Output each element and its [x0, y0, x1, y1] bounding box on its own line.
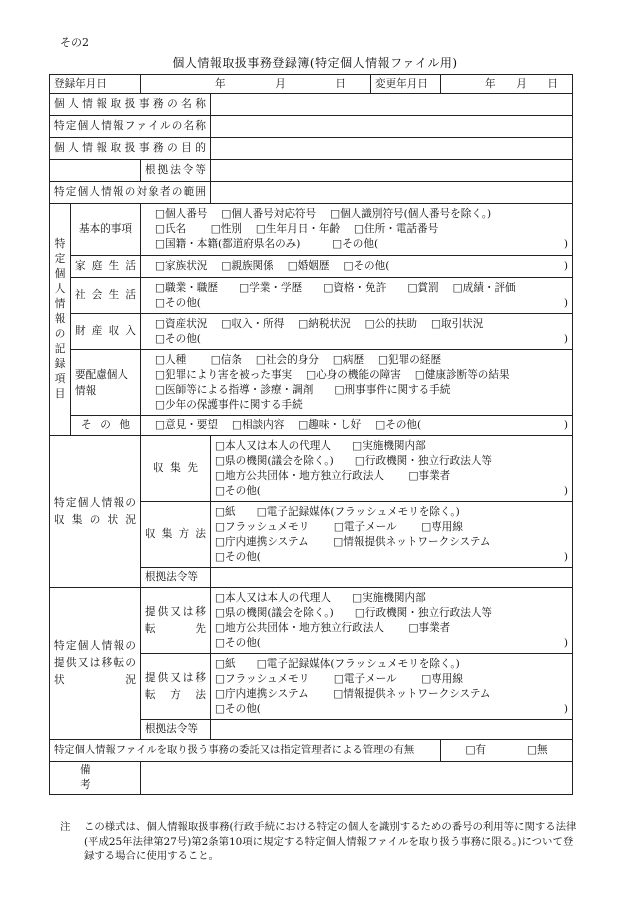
- collect-law-label: 根拠法令等: [141, 568, 211, 588]
- sensitive-options[interactable]: □人種 □信条 □社会的身分 □病歴 □犯罪の経歴 □犯罪により害を被った事実 □心身の機能の障害 □健康診断等の結果 □医師等による指導・診療・調剤 □刑事事件に関する手続 □少年の保護事件に関する手続: [141, 350, 573, 416]
- other-options[interactable]: □意見・要望 □相談内容 □趣味・し好 □その他( ): [141, 416, 573, 436]
- sensitive-label: 要配慮個人情報: [71, 350, 141, 416]
- purpose-field[interactable]: [211, 138, 573, 160]
- provide-method-label: 提供又は移転方法: [141, 654, 211, 720]
- collect-group-label: 特定個人情報の収集の状況: [50, 436, 141, 588]
- file-name-field[interactable]: [211, 116, 573, 138]
- collect-law-field[interactable]: [211, 568, 573, 588]
- footnote-text: この様式は、個人情報取扱事務(行政手続における特定の個人を識別するための番号の利用等に関する法律(平成25年法律第27号)第2条第10項に規定する特定個人情報ファイルを取り扱う事務に限る。)について登録する場合に使用すること。: [84, 821, 577, 862]
- remarks-field[interactable]: [141, 762, 573, 795]
- registration-form: [49, 74, 573, 795]
- subject-field[interactable]: [211, 182, 573, 204]
- collect-method-label: 収集方法: [141, 502, 211, 568]
- delegation-yes[interactable]: □有: [465, 744, 487, 756]
- reg-date-label: 登録年月日: [50, 75, 141, 94]
- basic-options[interactable]: □個人番号 □個人番号対応符号 □個人識別符号(個人番号を除く。) □氏名 □性別 □生年月日・年齢 □住所・電話番号 □国籍・本籍(都道府県名のみ) □その他( ): [141, 204, 573, 256]
- provide-dest-label: 提供又は移転先: [141, 588, 211, 654]
- family-options[interactable]: □家族状況 □親族関係 □婚姻歴 □その他( ): [141, 256, 573, 278]
- footnote: [60, 820, 580, 864]
- assets-options[interactable]: □資産状況 □収入・所得 □納税状況 □公的扶助 □取引状況 □その他( ): [141, 314, 573, 350]
- purpose-label: 個人情報取扱事務の目的: [50, 138, 211, 160]
- remarks-label: 備 考: [50, 762, 141, 795]
- delegation-choice[interactable]: [441, 740, 573, 762]
- delegation-no[interactable]: □無: [526, 744, 548, 756]
- jimu-name-field[interactable]: [211, 94, 573, 116]
- jimu-name-label: 個人情報取扱事務の名称: [50, 94, 211, 116]
- collect-source-options[interactable]: □本人又は本人の代理人 □実施機関内部 □県の機関(議会を除く。) □行政機関・独立行政法人等 □地方公共団体・地方独立行政法人 □事業者 □その他( ): [211, 436, 573, 502]
- provide-dest-options[interactable]: □本人又は本人の代理人 □実施機関内部 □県の機関(議会を除く。) □行政機関・独立行政法人等 □地方公共団体・地方独立行政法人 □事業者 □その他( ): [211, 588, 573, 654]
- delegation-label: 特定個人情報ファイルを取り扱う事務の委託又は指定管理者による管理の有無: [50, 740, 441, 762]
- document-title: 個人情報取扱事務登録簿(特定個人情報ファイル用): [172, 56, 458, 70]
- social-options[interactable]: □職業・職歴 □学業・学歴 □資格・免許 □賞罰 □成績・評価 □その他( ): [141, 278, 573, 314]
- basic-label: 基本的事項: [71, 204, 141, 256]
- items-group-label: 特 定 個 人 情 報 の 記 録 項 目: [50, 204, 71, 436]
- reg-date-field[interactable]: 年 月 日: [141, 75, 371, 94]
- chg-date-label: 変更年月日: [371, 75, 441, 94]
- page-label: その2: [60, 36, 89, 49]
- law-label: 根拠法令等: [141, 160, 211, 182]
- provide-law-label: 根拠法令等: [141, 720, 211, 740]
- provide-group-label: 特定個人情報の提供又は移転の状況: [50, 588, 141, 740]
- collect-method-options[interactable]: □紙 □電子記録媒体(フラッシュメモリを除く。) □フラッシュメモリ □電子メール □専用線 □庁内連携システム □情報提供ネットワークシステム □その他( ): [211, 502, 573, 568]
- provide-method-options[interactable]: □紙 □電子記録媒体(フラッシュメモリを除く。) □フラッシュメモリ □電子メール □専用線 □庁内連携システム □情報提供ネットワークシステム □その他( ): [211, 654, 573, 720]
- other-label: その他: [71, 416, 141, 436]
- collect-source-label: 収集先: [141, 436, 211, 502]
- social-label: 社会生活: [71, 278, 141, 314]
- assets-label: 財産収入: [71, 314, 141, 350]
- file-name-label: 特定個人情報ファイルの名称: [50, 116, 211, 138]
- provide-law-field[interactable]: [211, 720, 573, 740]
- footnote-label: 注: [60, 821, 71, 833]
- subject-label: 特定個人情報の対象者の範囲: [50, 182, 211, 204]
- law-field[interactable]: [211, 160, 573, 182]
- family-label: 家庭生活: [71, 256, 141, 278]
- chg-date-field[interactable]: 年 月 日: [441, 75, 573, 94]
